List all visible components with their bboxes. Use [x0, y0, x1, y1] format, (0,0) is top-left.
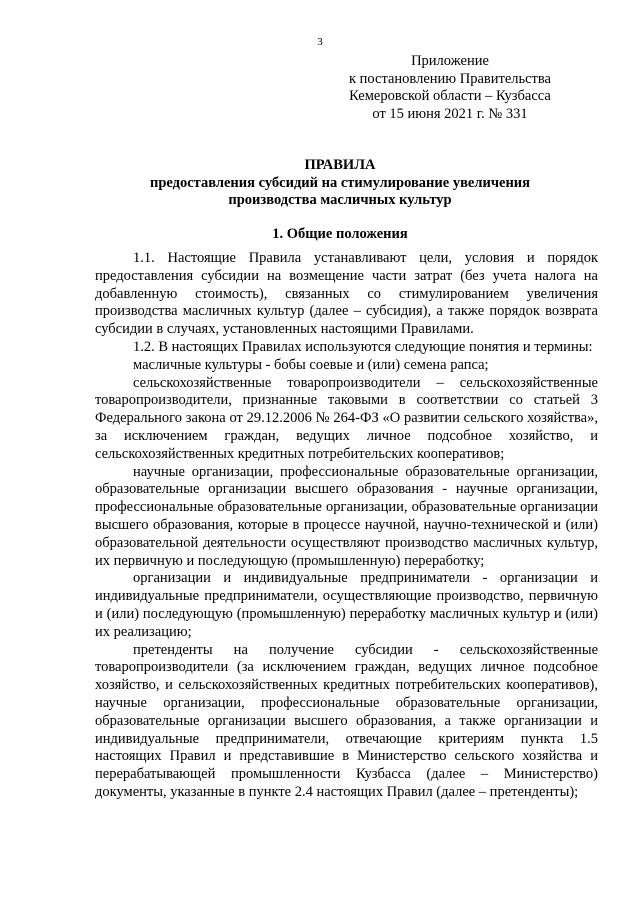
section-heading: 1. Общие положения: [272, 226, 408, 242]
page-number: 3: [317, 36, 323, 48]
paragraph: претенденты на получение субсидии - сельскохозяйственные товаропроизводители (за исключением граждан, ведущих личное подсобное хозяйство, и сельскохозяйственных кредитных потребительских кооперативов), научные организации, профессиональные образовательные организации, образовательные организации высшего образования, а также организации и индивидуальные предприниматели, отвечающие критериям пункта 1.5 настоящих Правил и представившие в Министерство сельского хозяйства и перерабатывающей промышленности Кузбасса (далее – Министерство) документы, указанные в пункте 2.4 настоящих Правил (далее – претенденты);: [95, 641, 598, 800]
appendix-block: [330, 53, 570, 123]
title-main: ПРАВИЛА: [304, 157, 376, 173]
title-subtitle-line: предоставления субсидий на стимулирование увеличения: [149, 174, 530, 191]
document-title: [110, 157, 570, 210]
document-body: [95, 250, 598, 802]
paragraph: организации и индивидуальные предприниматели - организации и индивидуальные предприниматели, осуществляющие производство, первичную и (или) последующую (промышленную) переработку масличных культур и (или) их реализацию;: [95, 570, 598, 640]
paragraph: научные организации, профессиональные образовательные организации, образовательные организации высшего образования - научные организации, профессиональные образовательные организации, образовательные организации высшего образования, которые в процессе научной, научно-технической и (или) образовательной деятельности осуществляют производство масличных культур, их первичную и последующую (промышленную) переработку;: [95, 463, 598, 569]
appendix-line: к постановлению Правительства: [349, 70, 551, 87]
appendix-line: Кемеровской области – Кузбасса: [349, 88, 551, 104]
title-subtitle-line: производства масличных культур: [228, 192, 452, 208]
appendix-line: от 15 июня 2021 г. № 331: [372, 105, 528, 122]
paragraph: масличные культуры - бобы соевые и (или) семена рапса;: [133, 356, 489, 373]
paragraph: 1.2. В настоящих Правилах используются следующие понятия и термины:: [133, 338, 593, 355]
paragraph: сельскохозяйственные товаропроизводители – сельскохозяйственные товаропроизводители, признанные таковыми в соответствии со статьей 3 Федерального закона от 29.12.2006 № 264-ФЗ «О развитии сельского хозяйства», за исключением граждан, ведущих личное подсобное хозяйство, и сельскохозяйственных кредитных потребительских кооперативов;: [95, 374, 598, 462]
appendix-line: Приложение: [411, 53, 489, 69]
paragraph: 1.1. Настоящие Правила устанавливают цели, условия и порядок предоставления субсидии на возмещение части затрат (без учета налога на добавленную стоимость), связанных со стимулированием увеличения производства масличных культур (далее – субсидия), а также порядок возврата субсидии в случаях, установленных настоящими Правилами.: [95, 250, 598, 338]
